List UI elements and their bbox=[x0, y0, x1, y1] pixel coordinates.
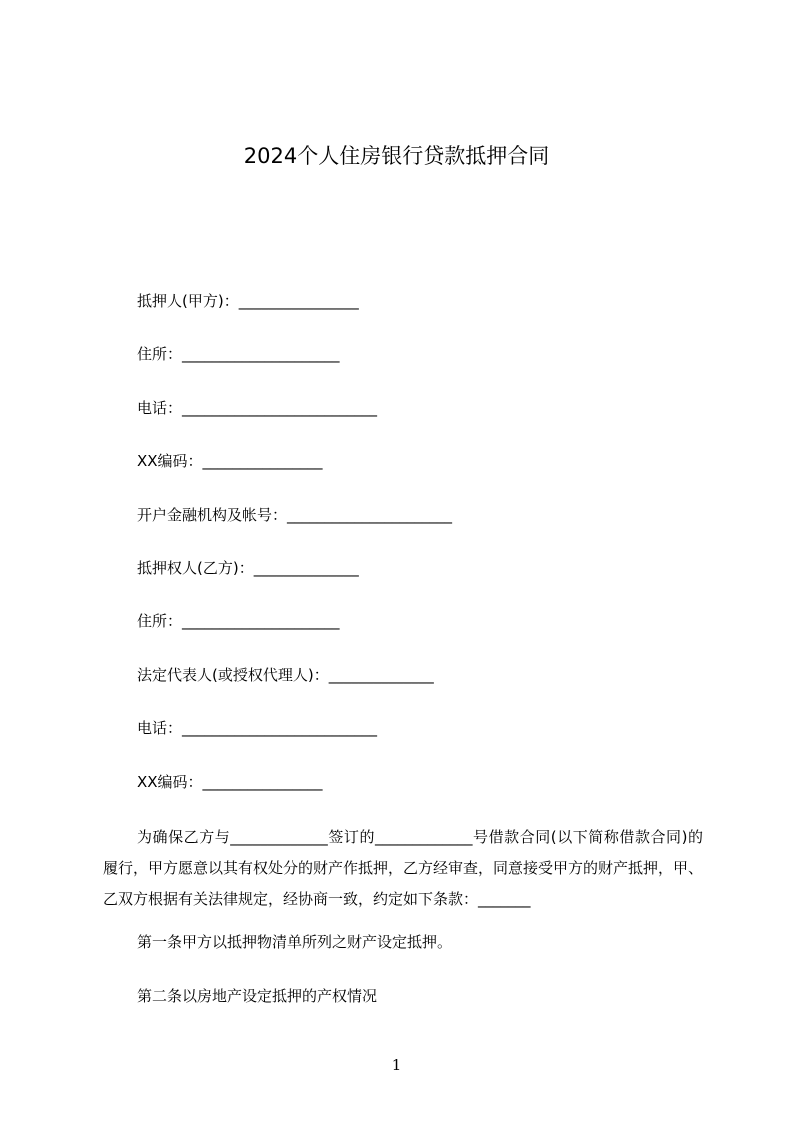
mortgagee-field: 抵押权人(乙方)：______________ bbox=[137, 559, 359, 577]
clause-1: 第一条甲方以抵押物清单所列之财产设定抵押。 bbox=[137, 933, 453, 951]
preamble-paragraph: 为确保乙方与_____________签订的_____________号借款合同(以下简称借款合同)的履行，甲方愿意以其有权处分的财产作抵押，乙方经审查，同意接受甲方的财产抵押，甲、乙双方根据有关法律规定，经协商一致，约定如下条款：_______ bbox=[103, 828, 704, 908]
mortgagor-address-field: 住所：_____________________ bbox=[137, 345, 340, 363]
bank-account-field: 开户金融机构及帐号：______________________ bbox=[137, 506, 453, 524]
mortgagee-phone-field: 电话：__________________________ bbox=[137, 719, 378, 737]
mortgagee-code-field: XX编码：________________ bbox=[137, 773, 323, 791]
mortgagor-phone-field: 电话：__________________________ bbox=[137, 399, 378, 417]
mortgagor-code-field: XX编码：________________ bbox=[137, 452, 323, 470]
mortgagor-field: 抵押人(甲方)：________________ bbox=[137, 292, 359, 310]
legal-representative-field: 法定代表人(或授权代理人)：______________ bbox=[137, 666, 434, 684]
mortgagee-address-field: 住所：_____________________ bbox=[137, 612, 340, 630]
page-number: 1 bbox=[391, 1056, 402, 1074]
clause-2: 第二条以房地产设定抵押的产权情况 bbox=[137, 987, 378, 1005]
document-title: 2024个人住房银行贷款抵押合同 bbox=[243, 144, 550, 168]
